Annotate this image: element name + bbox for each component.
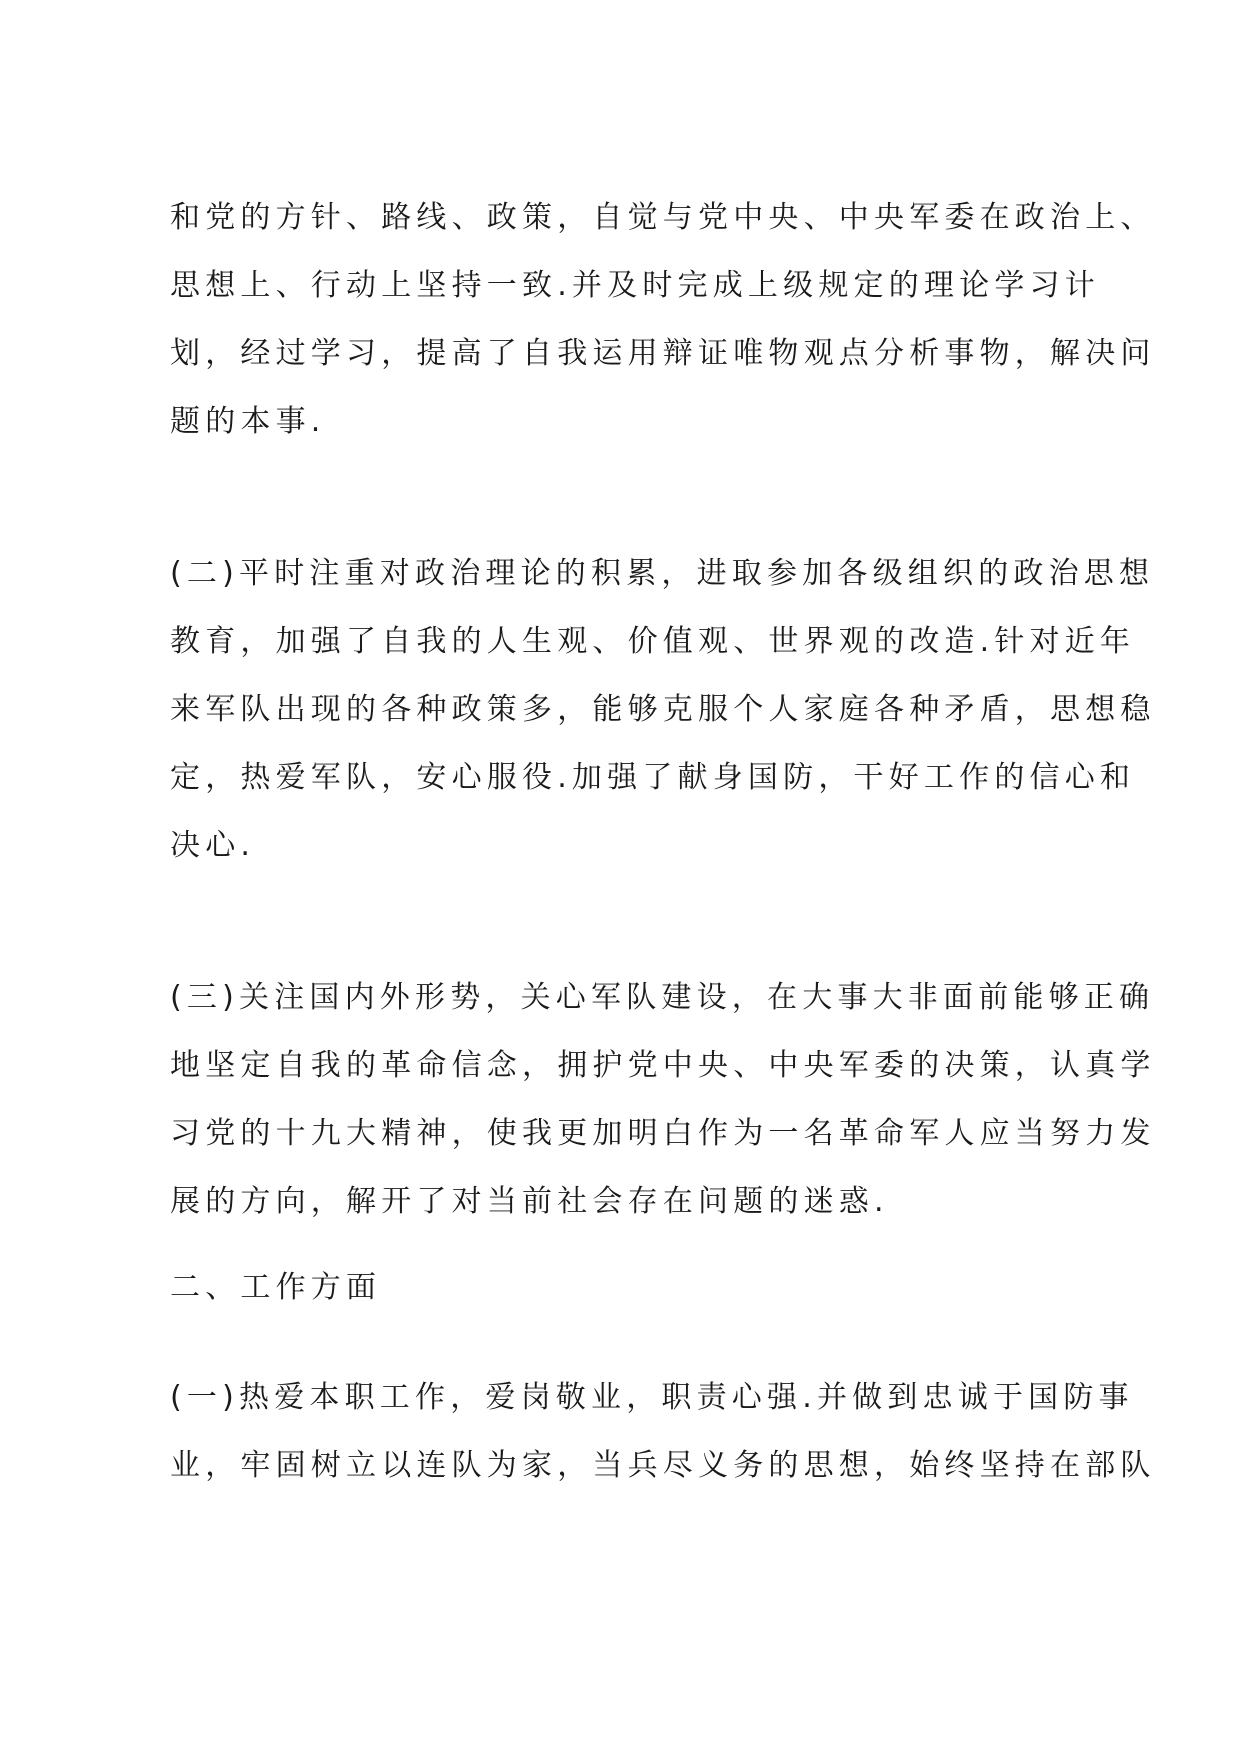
text-line: (三)关注国内外形势，关心军队建设，在大事大非面前能够正确 — [170, 980, 1155, 1015]
section-heading: 二、工作方面 — [170, 1270, 382, 1305]
text-line: 和党的方针、路线、政策，自觉与党中央、中央军委在政治上、 — [170, 200, 1156, 235]
text-line: 决心. — [170, 828, 256, 863]
text-line: 题的本事. — [170, 404, 326, 439]
text-line: 定，热爱军队，安心服役.加强了献身国防，干好工作的信心和 — [170, 760, 1136, 795]
text-line: 教育，加强了自我的人生观、价值观、世界观的改造.针对近年 — [170, 624, 1136, 659]
text-line: 来军队出现的各种政策多，能够克服个人家庭各种矛盾，思想稳 — [170, 692, 1156, 727]
text-line: (一)热爱本职工作，爱岗敬业，职责心强.并做到忠诚于国防事 — [170, 1380, 1134, 1415]
text-line: 地坚定自我的革命信念，拥护党中央、中央军委的决策，认真学 — [170, 1048, 1156, 1083]
text-line: 展的方向，解开了对当前社会存在问题的迷惑. — [170, 1184, 889, 1219]
text-line: 思想上、行动上坚持一致.并及时完成上级规定的理论学习计 — [170, 268, 1100, 303]
text-line: 业，牢固树立以连队为家，当兵尽义务的思想，始终坚持在部队 — [170, 1448, 1156, 1483]
text-line: 划，经过学习，提高了自我运用辩证唯物观点分析事物，解决问 — [170, 336, 1156, 371]
text-line: 习党的十九大精神，使我更加明白作为一名革命军人应当努力发 — [170, 1116, 1156, 1151]
text-line: (二)平时注重对政治理论的积累，进取参加各级组织的政治思想 — [170, 556, 1155, 591]
